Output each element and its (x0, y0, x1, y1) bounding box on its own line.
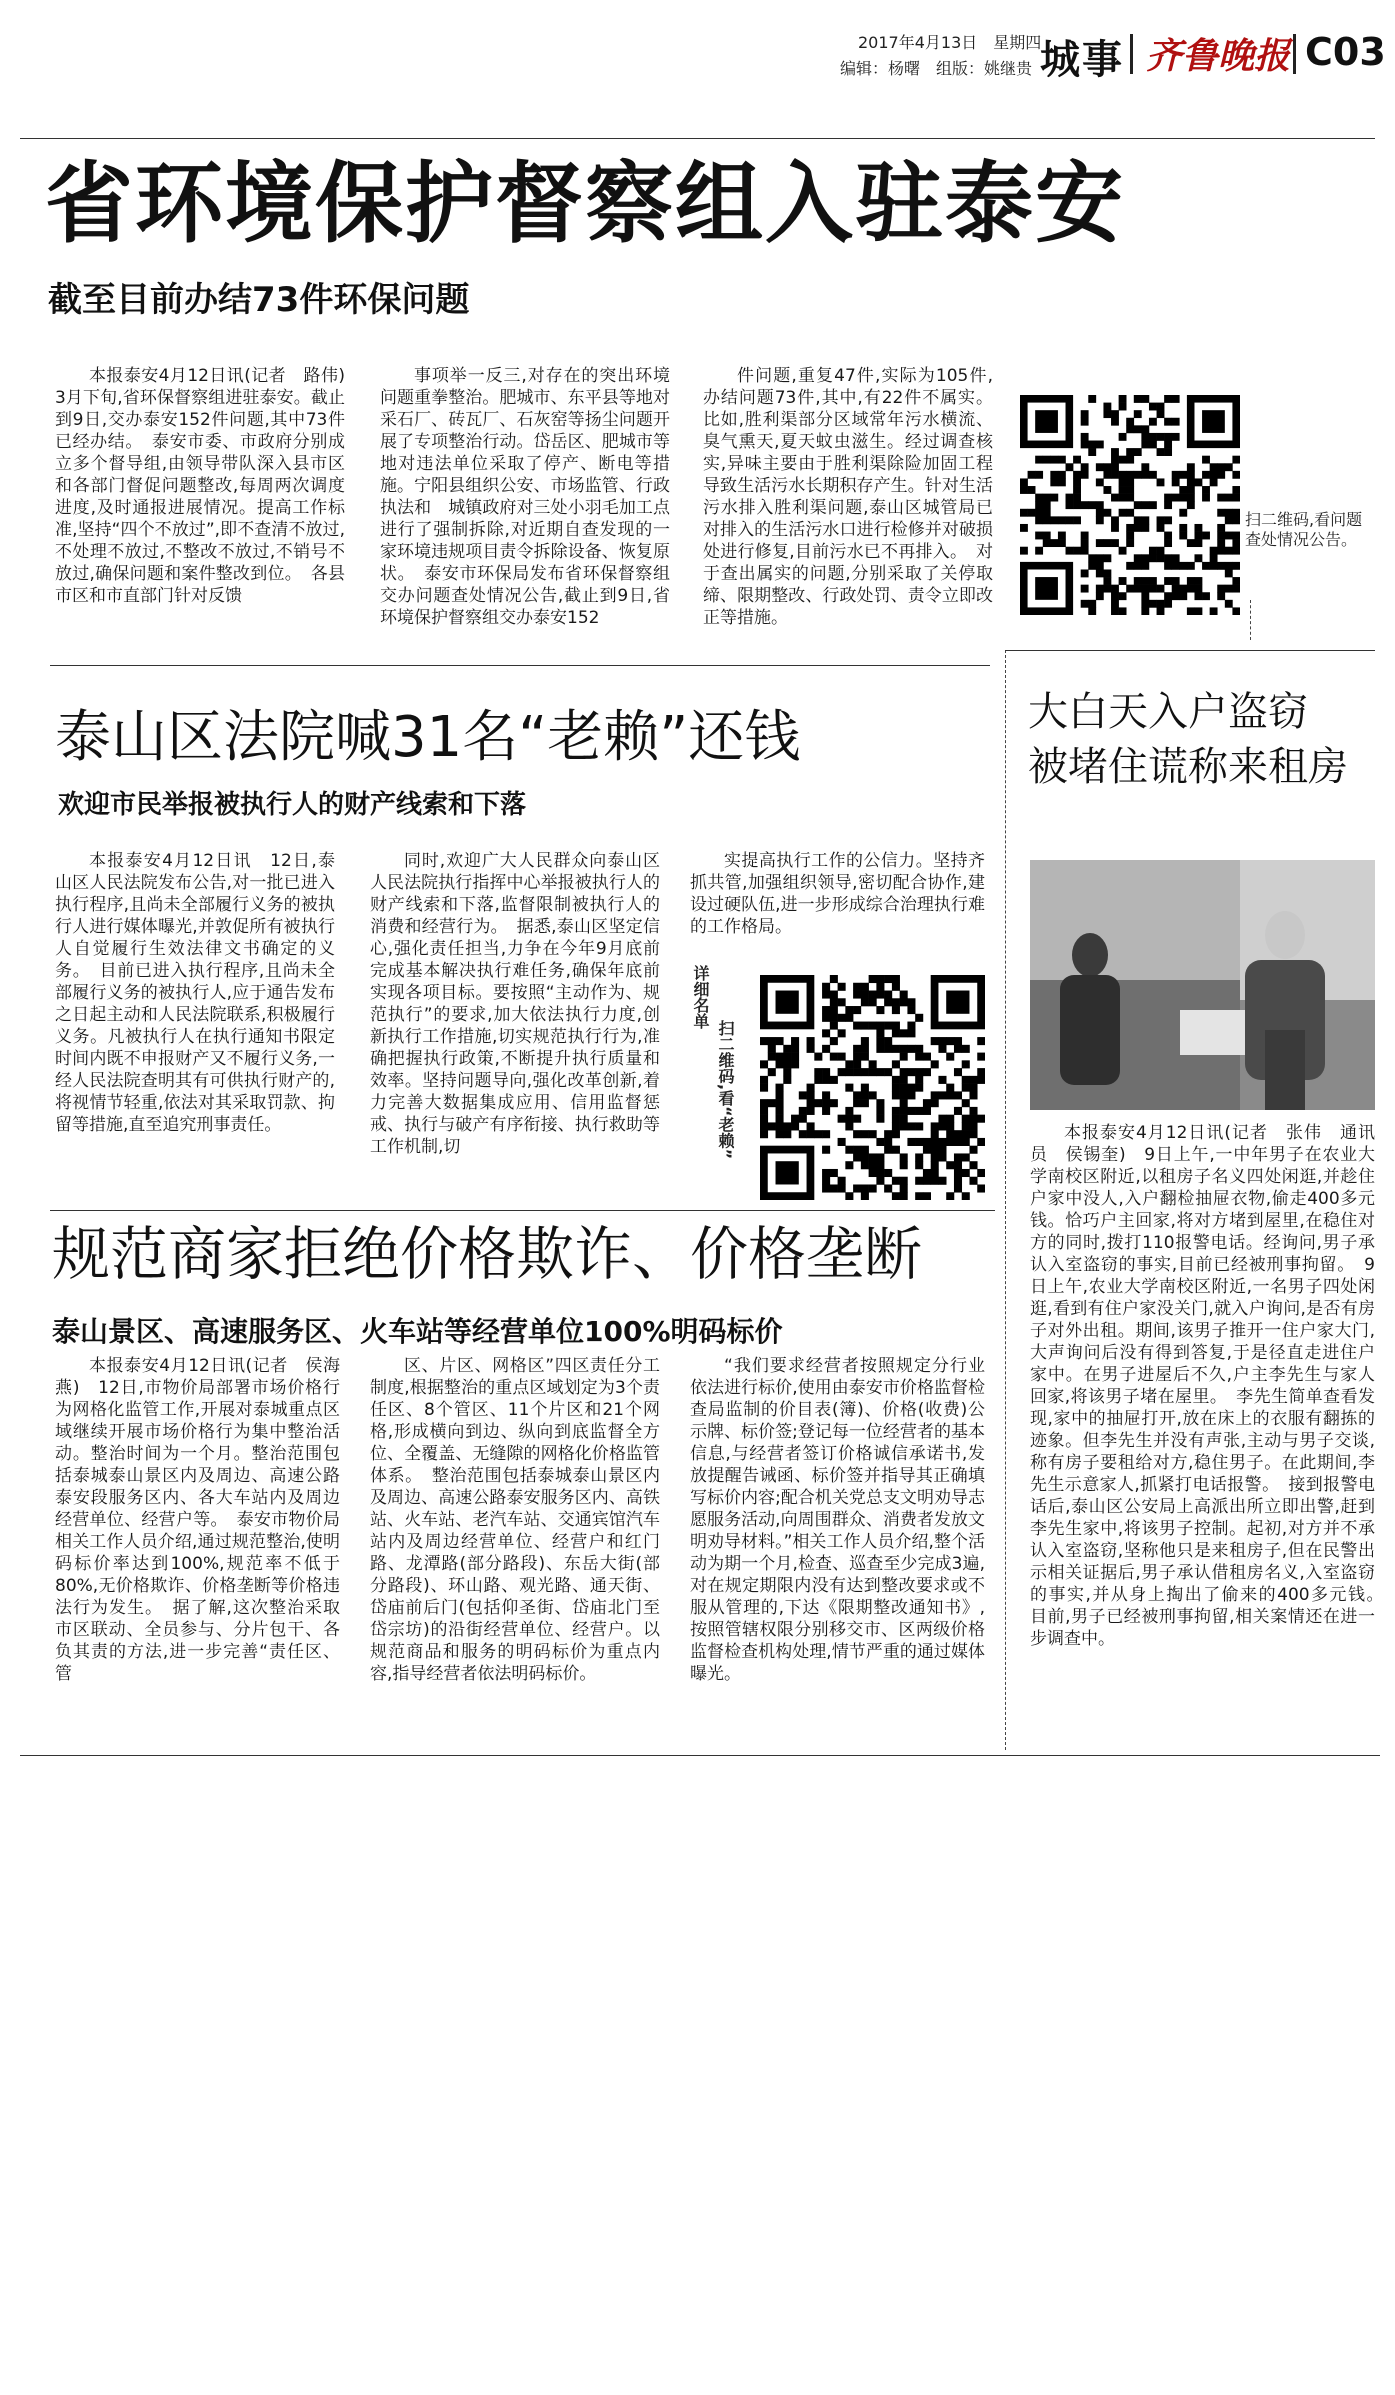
article2-column-1 (55, 850, 335, 1136)
article2-col1-text: 本报泰安4月12日讯 12日,泰山区人民法院发布公告,对一批已进入执行程序,且尚未全部履行义务的被执行人进行媒体曝光,并敦促所有被执行人自觉履行生效法律文书确定的义务。 目前已进入执行程序,且尚未全部履行义务的被执行人,应于通告发布之日起主动和人民法院联系,积极履行义务。凡被执行人在执行通知书限定时间内既不申报财产又不履行义务,一经人民法院查明其有可供执行财产的,将视情节轻重,依法对其采取罚款、拘留等措施,直至追究刑事责任。 (55, 851, 335, 1135)
qr-caption-court: 扫二维码,看“老赖” (716, 1020, 735, 1160)
article1-column-1 (55, 365, 362, 607)
article2-col3-text: 实提高执行工作的公信力。坚持齐抓共管,加强组织领导,密切配合协作,建设过硬队伍,进一步形成综合治理执行难的工作格局。 (690, 851, 985, 937)
subheadline-environment: 截至目前办结73件环保问题 (48, 280, 470, 320)
article3-column-1 (55, 1355, 340, 1685)
qr-code-environment[interactable] (1020, 395, 1240, 615)
sidebar-top-rule (1005, 650, 1375, 651)
editors-credit: 编辑：杨曙 组版：姚继贵 (840, 59, 1033, 78)
article1-rule (50, 665, 990, 666)
headline-burglary-1: 大白天入户盗窃 (1028, 689, 1308, 735)
article3-column-2 (370, 1355, 660, 1685)
article1-col3-text: 件问题,重复47件,实际为105件,办结问题73件,其中,有22件不属实。比如,胜利渠部分区域常年污水横流、臭气熏天,夏天蚊虫滋生。经过调查核实,异味主要由于胜利渠除险加固工程导致生活污水长期积存产生。针对生活污水排入胜利渠问题,泰山区城管局已对排入的生活污水口进行检修并对破损处进行修复,目前污水已不再排入。 对于查出属实的问题,分别采取了关停取缔、限期整改、行政处罚、责令立即改正等措施。 (703, 366, 993, 628)
sidebar-divider (1005, 650, 1006, 1750)
dashed-leader (1250, 600, 1251, 640)
headline-court: 泰山区法院喊31名“老赖”还钱 (55, 705, 801, 770)
article3-col3-text: “我们要求经营者按照规定分行业依法进行标价,使用由泰安市价格监督检查局监制的价目表(簿)、价格(收费)公示牌、标价签;登记每一位经营者的基本信息,与经营者签订价格诚信承诺书,发放提醒告诫函、标价签并指导其正确填写标价内容;配合机关党总支文明劝导志愿服务活动,向周围群众、消费者发放文明劝导材料。”相关工作人员介绍,整个活动为期一个月,检查、巡查至少完成3遍,对在规定期限内没有达到整改要求或不服从管理的,下达《限期整改通知书》,按照管辖权限分别移交市、区两级价格监督检查机构处理,情节严重的通过媒体曝光。 (690, 1356, 985, 1684)
header-divider (1130, 34, 1133, 74)
article1-column-2 (380, 365, 670, 629)
paper-logo: 齐鲁晚报 (1146, 35, 1291, 77)
article1-col1-text: 本报泰安4月12日讯(记者 路伟) 3月下旬,省环保督察组进驻泰安。截止到9日,交办泰安152件问题,其中73件已经办结。 泰安市委、市政府分别成立多个督导组,由领导带队深入县市区和各部门督促问题整改,每周两次调度进度,及时通报进展情况。提高工作标准,坚持“四个不放过”,即不查清不放过,不处理不放过,不整改不放过,不销号不放过,确保问题和案件整改到位。 各县市区和市直部门针对反馈 (55, 366, 362, 606)
subheadline-court: 欢迎市民举报被执行人的财产线索和下落 (58, 790, 527, 820)
article4-column (1030, 1122, 1392, 1650)
qr-caption-environment: 扫二维码,看问题查处情况公告。 (1245, 510, 1363, 549)
subheadline-pricing: 泰山景区、高速服务区、火车站等经营单位100%明码标价 (52, 1315, 783, 1348)
article3-column-3 (690, 1355, 985, 1685)
header-rule (20, 138, 1375, 139)
article3-col2-text: 区、片区、网格区”四区责任分工制度,根据整治的重点区域划定为3个责任区、8个管区、11个片区和21个网格,形成横向到边、纵向到底监督全方位、全覆盖、无缝隙的网格化价格监管体系。 整治范围包括泰城泰山景区内及周边、高速公路泰安服务区内、高铁站、火车站、老汽车站、交通宾馆汽车站内及周边经营单位、经营户和红门路、龙潭路(部分路段)、东岳大街(部分路段)、环山路、观光路、通天街、岱庙前后门(包括仰圣街、岱庙北门至岱宗坊)的沿街经营单位、经营户。以规范商品和服务的明码标价为重点内容,指导经营者依法明码标价。 (370, 1356, 660, 1684)
issue-date: 2017年4月13日 星期四 (858, 33, 1042, 52)
article4-text: 本报泰安4月12日讯(记者 张伟 通讯员 侯锡奎) 9日上午,一中年男子在农业大学南校区附近,以租房子名义四处闲逛,并趁住户家中没人,入户翻检抽屉衣物,偷走400多元钱。恰巧户主回家,将对方堵到屋里,在稳住对方的同时,拨打110报警电话。经询问,男子承认入室盗窃的事实,目前已经被刑事拘留。 9日上午,农业大学南校区附近,一名男子四处闲逛,看到有住户家没关门,就入户询问,是否有房子对外出租。期间,该男子推开一住户家大门,大声询问后没有得到答复,于是径直走进住户家中。在男子进屋后不久,户主李先生与家人回家,将该男子堵在屋里。 李先生简单查看发现,家中的抽屉打开,放在床上的衣服有翻拣的迹象。但李先生并没有声张,主动与男子交谈,称有房子要租给对方,稳住男子。在此期间,李先生示意家人,抓紧打电话报警。 接到报警电话后,泰山区公安局上高派出所立即出警,赶到李先生家中,将该男子控制。起初,对方并不承认入室盗窃,坚称他只是来租房子,但在民警出示相关证据后,男子承认借租房名义,入室盗窃的事实,并从身上掏出了偷来的400多元钱。 目前,男子已经被刑事拘留,相关案情还在进一步调查中。 (1030, 1123, 1392, 1649)
article2-col2-text: 同时,欢迎广大人民群众向泰山区人民法院执行指挥中心举报被执行人的财产线索和下落,监督限制被执行人的消费和经营行为。 据悉,泰山区坚定信心,强化责任担当,力争在今年9月底前完成基本解决执行难任务,确保年底前实现各项目标。要按照“主动作为、规范执行”的要求,加大依法执行力度,创新执行工作措施,切实规范执行行为,准确把握执行政策,不断提升执行质量和效率。坚持问题导向,强化改革创新,着力完善大数据集成应用、信用监督惩戒、执行与破产有序衔接、执行救助等工作机制,切 (370, 851, 660, 1157)
article2-column-3 (690, 850, 985, 938)
article1-column-3 (703, 365, 993, 629)
qr-code-court[interactable] (760, 975, 985, 1200)
headline-pricing: 规范商家拒绝价格欺诈、价格垄断 (52, 1220, 923, 1288)
headline-burglary-2: 被堵住谎称来租房 (1028, 744, 1348, 790)
section-name: 城事 (1040, 37, 1124, 83)
header-divider-2 (1293, 34, 1296, 74)
article2-rule (50, 1210, 995, 1211)
qr-side-label-court: 详细名单 (691, 965, 710, 1029)
article1-col2-text: 事项举一反三,对存在的突出环境问题重拳整治。肥城市、东平县等地对采石厂、砖瓦厂、石灰窑等扬尘问题开展了专项整治行动。岱岳区、肥城市等地对违法单位采取了停产、断电等措施。宁阳县组织公安、市场监管、行政执法和 城镇政府对三处小羽毛加工点进行了强制拆除,对近期自查发现的一家环境违规项目责令拆除设备、恢复原状。 泰安市环保局发布省环保督察组交办问题查处情况公告,截止到9日,省环境保护督察组交办泰安152 (380, 366, 670, 628)
page-bottom-rule (20, 1755, 1380, 1756)
page-number: C03 (1305, 30, 1386, 74)
news-photo (1030, 860, 1375, 1110)
article2-column-2 (370, 850, 660, 1158)
headline-environment: 省环境保护督察组入驻泰安 (45, 152, 1126, 255)
article3-col1-text: 本报泰安4月12日讯(记者 侯海燕) 12日,市物价局部署市场价格行为网格化监管工作,开展对泰城重点区域继续开展市场价格行为集中整治活动。整治时间为一个月。整治范围包括泰城泰山景区内及周边、高速公路泰安段服务区内、各大车站内及周边经营单位、经营户等。 泰安市物价局相关工作人员介绍,通过规范整治,使明码标价率达到100%,规范率不低于80%,无价格欺诈、价格垄断等价格违法行为发生。 据了解,这次整治采取市区联动、全员参与、分片包干、各负其责的方法,进一步完善“责任区、管 (55, 1356, 340, 1684)
